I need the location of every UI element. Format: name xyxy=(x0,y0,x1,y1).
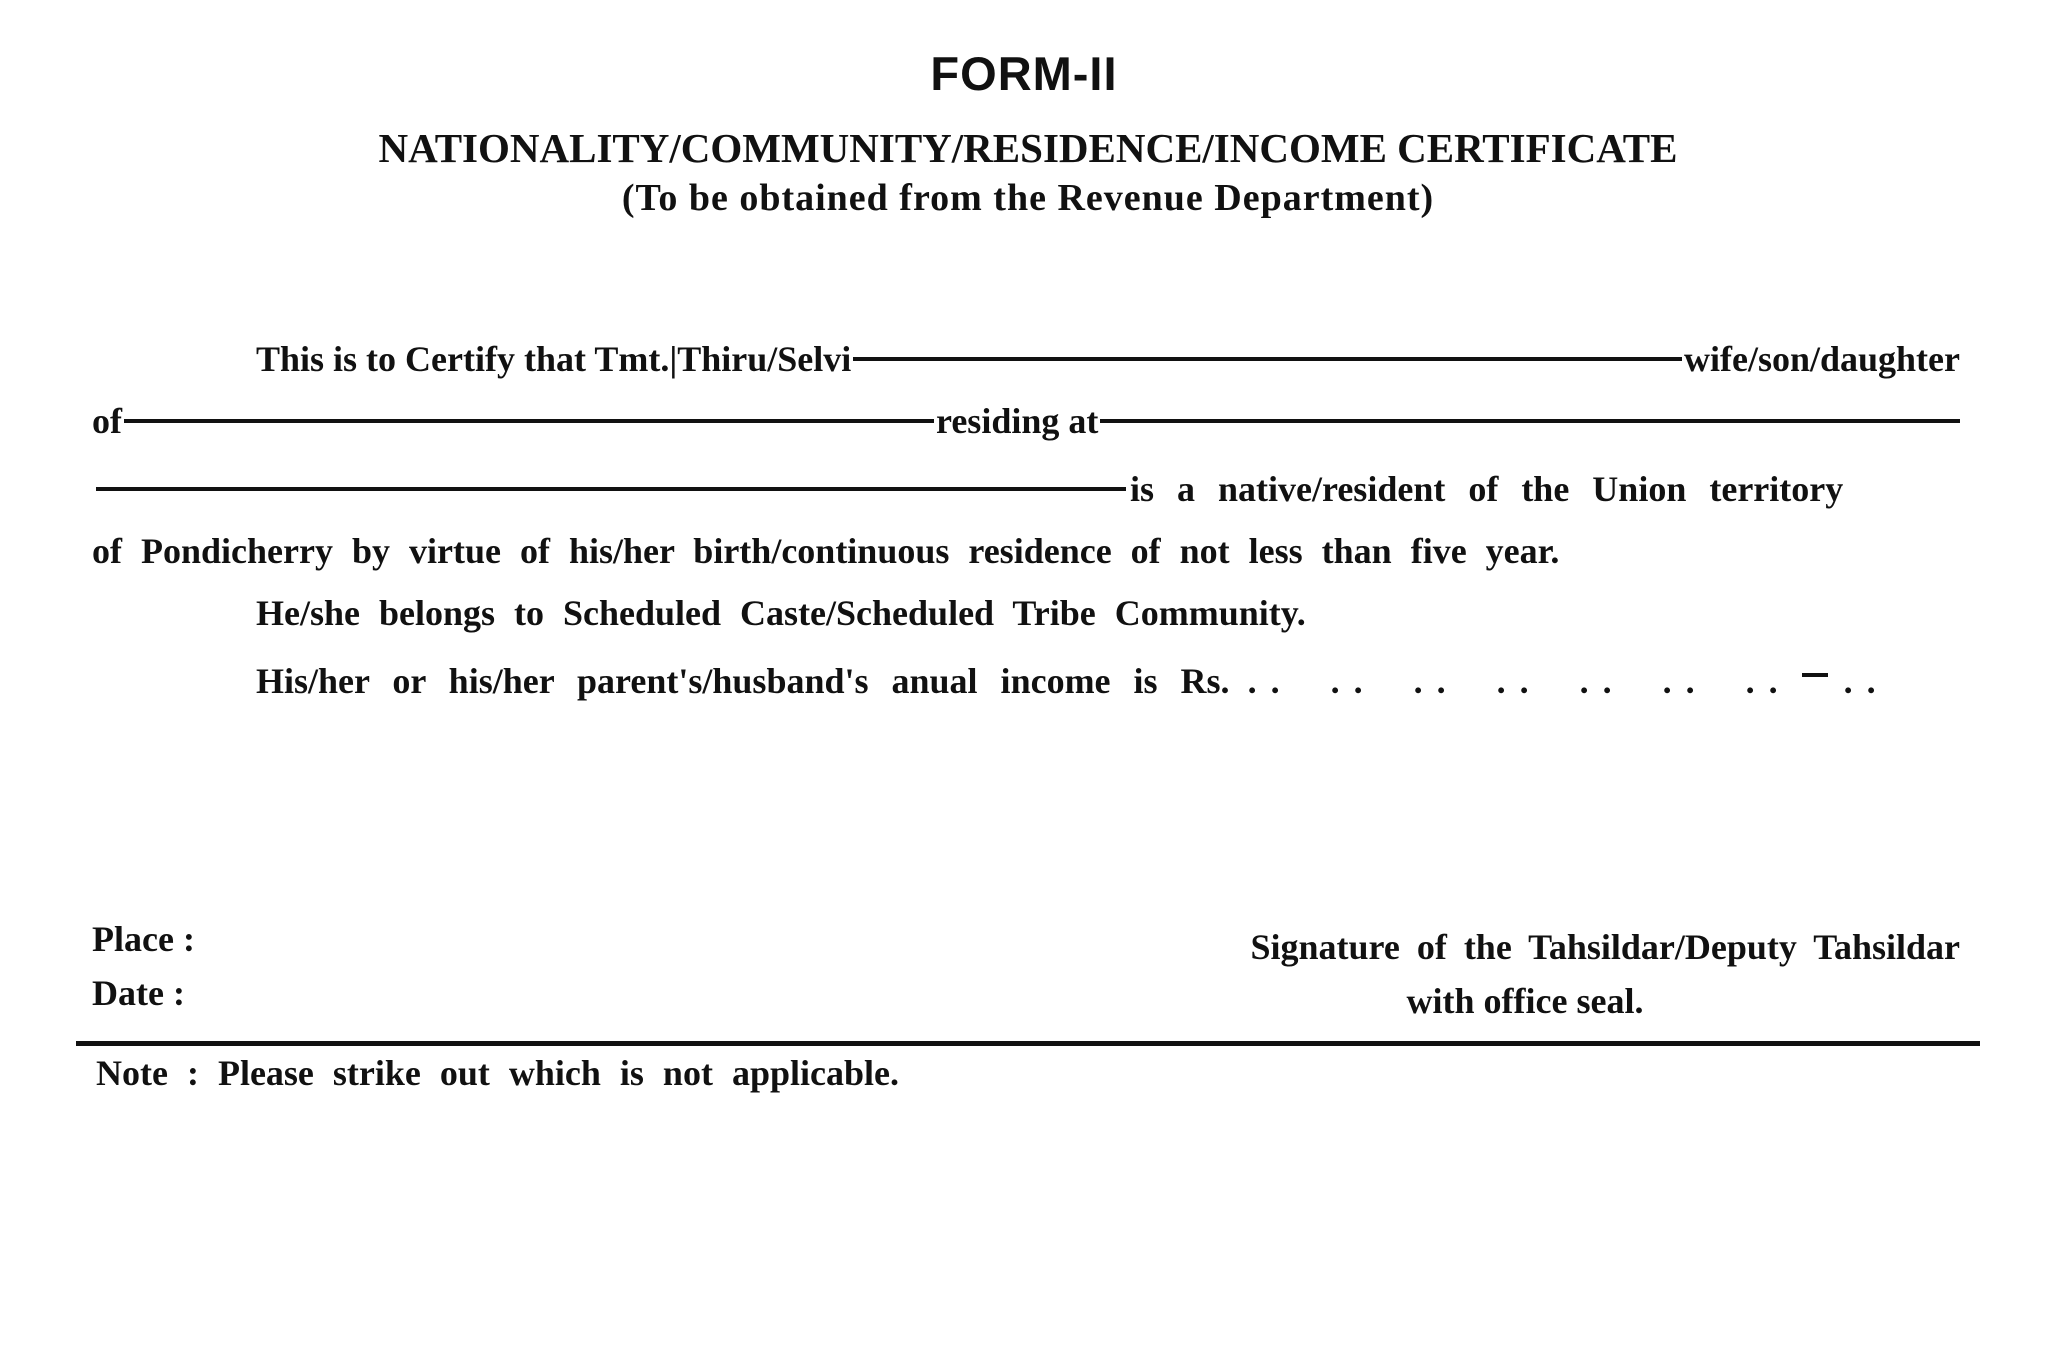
certificate-title: NATIONALITY/COMMUNITY/RESIDENCE/INCOME CERTIFICATE xyxy=(378,125,1678,171)
native-resident-text xyxy=(1130,468,1960,510)
body-line-1 xyxy=(256,338,1960,380)
body-line-4 xyxy=(92,530,1960,572)
certify-text: This is to Certify that Tmt.|Thiru/Selvi xyxy=(256,339,852,379)
residing-at-text: residing at xyxy=(936,401,1099,441)
of-text: of xyxy=(92,401,122,441)
form-title: FORM-II xyxy=(930,47,1118,100)
native-resident-label: is a native/resident of the Union territory xyxy=(1130,469,1844,509)
income-text: His/her or his/her parent's/husband's anual income is Rs. xyxy=(256,661,1230,701)
divider-rule xyxy=(76,1041,1980,1046)
signature-label: Signature of the Tahsildar/Deputy Tahsildar xyxy=(1250,927,1960,967)
certificate-subtitle: (To be obtained from the Revenue Department) xyxy=(621,177,1435,219)
community-text: He/she belongs to Scheduled Caste/Scheduled Tribe Community. xyxy=(256,593,1306,633)
date-label: Date : xyxy=(92,973,185,1013)
office-seal-label: with office seal. xyxy=(1406,981,1644,1021)
income-end-dots: .. xyxy=(1843,661,1890,701)
body-line-5 xyxy=(256,592,1306,634)
address-blank-2 xyxy=(96,487,1126,491)
body-line-2 xyxy=(92,400,1960,442)
place-label: Place : xyxy=(92,919,195,959)
body-line-6 xyxy=(256,660,1960,702)
name-blank xyxy=(853,357,1682,361)
relation-text: wife/son/daughter xyxy=(1683,339,1960,379)
income-dots: .. .. .. .. .. .. .. xyxy=(1247,661,1792,701)
body-line-3 xyxy=(96,468,1960,510)
income-dash xyxy=(1802,673,1828,677)
pondicherry-text: of Pondicherry by virtue of his/her birth/continuous residence of not less than five year. xyxy=(92,531,1560,571)
parent-name-blank xyxy=(124,419,934,423)
note-text: Note : Please strike out which is not applicable. xyxy=(96,1053,899,1093)
address-blank-1 xyxy=(1100,419,1960,423)
